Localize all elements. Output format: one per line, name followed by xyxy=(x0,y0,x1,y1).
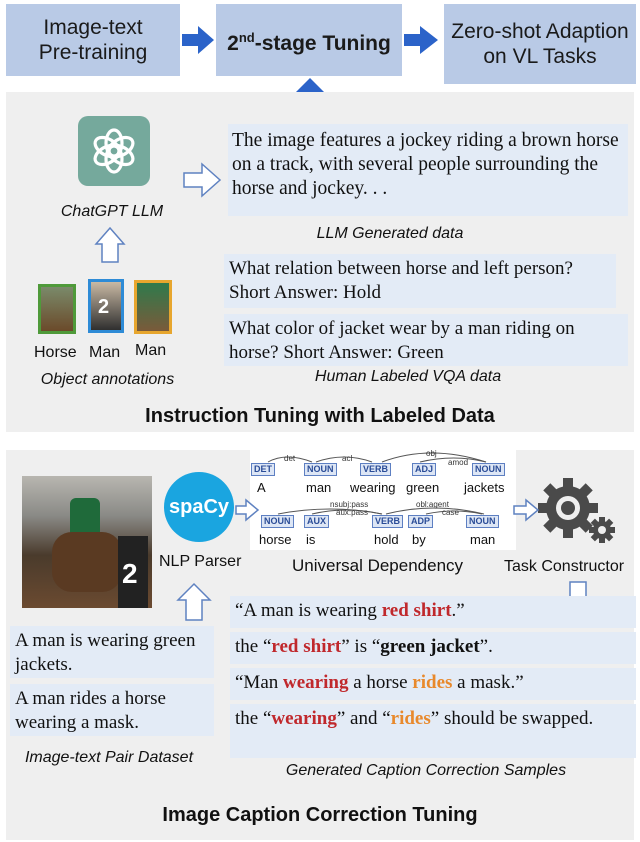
hollow-arrow-up-icon xyxy=(178,584,210,620)
object-image-man-right xyxy=(134,280,172,334)
hollow-arrow-right-icon xyxy=(236,500,258,520)
dataset-caption-item: A man rides a horse wearing a mask. xyxy=(10,684,214,736)
dep-word: wearing xyxy=(350,480,396,495)
object-image-horse xyxy=(38,284,76,334)
llm-generated-text: The image features a jockey riding a brown horse on a track, with several people surrounding the horse and jockey. . . xyxy=(228,124,628,216)
number-2-icon: 2 xyxy=(122,558,138,589)
task-constructor-label: Task Constructor xyxy=(504,558,625,575)
pos-tag: NOUN xyxy=(261,515,294,528)
arc-label: det xyxy=(284,454,296,463)
llm-generated-caption: LLM Generated data xyxy=(316,225,464,242)
arc-label: amod xyxy=(448,458,469,467)
vqa-caption: Human Labeled VQA data xyxy=(314,368,502,385)
dataset-caption: Image-text Pair Dataset xyxy=(24,749,194,766)
number-2-icon: 2 xyxy=(98,296,110,318)
instruction-title: Instruction Tuning with Labeled Data xyxy=(145,405,495,427)
stage-pretraining-label: Image-text Pre-training xyxy=(38,16,148,64)
spacy-label: spaCy xyxy=(168,495,230,518)
pos-tag: ADJ xyxy=(412,463,436,476)
pos-tag: ADP xyxy=(408,515,433,528)
vqa-item: What color of jacket wear by a man riding on horse? Short Answer: Green xyxy=(224,314,628,366)
pos-tag: NOUN xyxy=(466,515,499,528)
pos-tag: NOUN xyxy=(472,463,505,476)
stage-zero-shot-label: Zero-shot Adaption on VL Tasks xyxy=(451,20,629,68)
nlp-parser-label: NLP Parser xyxy=(159,553,242,570)
dataset-caption-item: A man is wearing green jackets. xyxy=(10,626,214,678)
arc-label: obj xyxy=(426,449,437,458)
llm-label: ChatGPT LLM xyxy=(60,203,164,220)
arc-label: nsubj:pass xyxy=(330,500,369,509)
hollow-arrow-right-icon xyxy=(184,164,220,196)
dep-word: man xyxy=(306,480,332,495)
arc-label: obl:agent xyxy=(416,500,449,509)
dep-word: hold xyxy=(374,532,399,547)
vqa-item: What relation between horse and left person? Short Answer: Hold xyxy=(224,254,616,308)
caption-title: Image Caption Correction Tuning xyxy=(162,804,478,826)
object-annotations-caption: Object annotations xyxy=(40,371,175,388)
object-image-man-left xyxy=(88,279,124,333)
correction-sample: the “red shirt” is “green jacket”. xyxy=(230,632,636,664)
hollow-arrow-right-icon xyxy=(514,500,538,520)
pos-tag: AUX xyxy=(304,515,329,528)
stage-second-label: 2nd-stage Tuning xyxy=(227,29,391,55)
dep-word: man xyxy=(470,532,496,547)
correction-sample: “Man wearing a horse rides a mask.” xyxy=(230,668,636,700)
pos-tag: VERB xyxy=(372,515,403,528)
object-label-man-2: Man xyxy=(135,342,167,359)
pos-tag: VERB xyxy=(360,463,391,476)
arc-label: aux:pass xyxy=(336,508,369,517)
correction-sample: the “wearing” and “rides” should be swapped. xyxy=(230,704,636,758)
correction-sample: “A man is wearing red shirt.” xyxy=(230,596,636,628)
dep-word: horse xyxy=(259,532,292,547)
dep-word: A xyxy=(257,480,266,495)
dep-word: green xyxy=(406,480,440,495)
arc-label: acl xyxy=(342,454,353,463)
dep-word: is xyxy=(306,532,316,547)
dep-word: by xyxy=(412,532,426,547)
pos-tag: DET xyxy=(251,463,275,476)
arc-label: case xyxy=(442,508,459,517)
object-label-man-1: Man xyxy=(89,344,121,361)
samples-caption: Generated Caption Correction Samples xyxy=(285,762,567,779)
dep-word: jackets xyxy=(464,480,505,495)
pos-tag: NOUN xyxy=(304,463,337,476)
universal-dependency-label: Universal Dependency xyxy=(292,556,464,575)
object-label-horse: Horse xyxy=(34,344,77,361)
hollow-arrow-up-icon xyxy=(96,228,124,262)
